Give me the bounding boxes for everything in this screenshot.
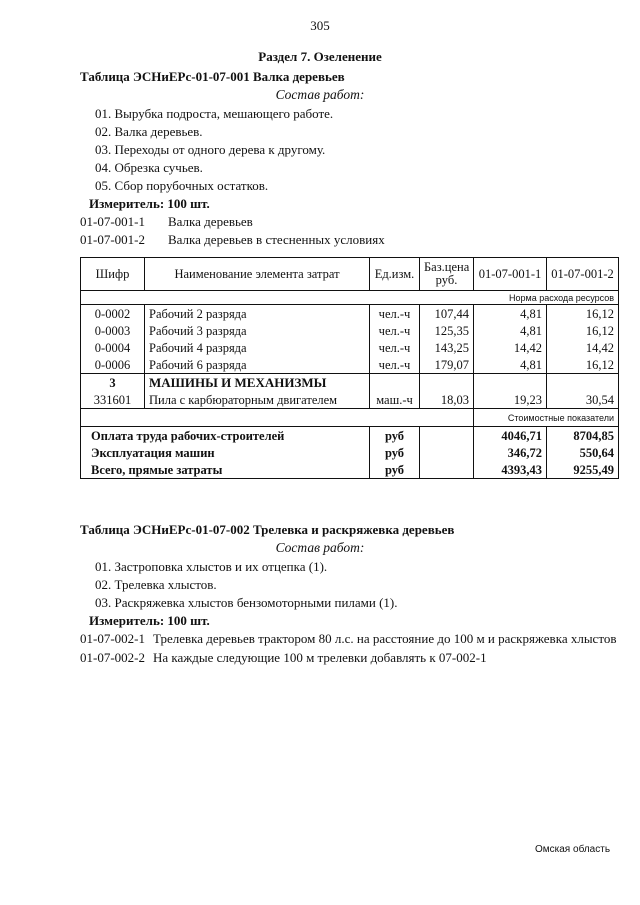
- header-unit: Ед.изм.: [370, 258, 420, 291]
- total-v1: 4393,43: [474, 461, 547, 479]
- norm-label-row: [81, 291, 619, 305]
- machines-group-row: [81, 374, 619, 392]
- empty-cell: [474, 374, 547, 392]
- work-item: 03. Переходы от одного дерева к другому.: [95, 142, 326, 157]
- work-item: 02. Трелевка хлыстов.: [95, 577, 217, 592]
- table2-meter: Измеритель: 100 шт.: [89, 613, 210, 628]
- row-price: 18,03: [420, 391, 474, 409]
- row-code: 0-0003: [81, 322, 145, 339]
- row-price: 107,44: [420, 305, 474, 323]
- code-line: [80, 650, 487, 666]
- table2-title: Таблица ЭСНиЕРс-01-07-002 Трелевка и раскряжевка деревьев: [80, 522, 455, 537]
- footer-region: Омская область: [535, 844, 611, 855]
- row-v1: 4,81: [474, 322, 547, 339]
- header-col1: 01-07-001-1: [474, 258, 547, 291]
- row-price: 125,35: [420, 322, 474, 339]
- total-name: Эксплуатация машин: [81, 444, 370, 461]
- row-unit: чел.-ч: [370, 305, 420, 323]
- total-name: Оплата труда рабочих-строителей: [81, 427, 370, 445]
- code-name: На каждые следующие 100 м трелевки добавлять к 07-002-1: [153, 650, 487, 665]
- header-col2: 01-07-001-2: [547, 258, 619, 291]
- row-v2: 30,54: [547, 391, 619, 409]
- cost-label-row: [81, 409, 619, 427]
- row-name: Рабочий 2 разряда: [145, 305, 370, 323]
- work-item: 01. Вырубка подроста, мешающего работе.: [95, 106, 334, 121]
- group-name: МАШИНЫ И МЕХАНИЗМЫ: [145, 374, 370, 392]
- header-name: Наименование элемента затрат: [145, 258, 370, 291]
- row-v2: 16,12: [547, 305, 619, 323]
- total-unit: руб: [370, 444, 420, 461]
- empty-cell: [420, 444, 474, 461]
- work-item: 03. Раскряжевка хлыстов бензомоторными пилами (1).: [95, 595, 398, 610]
- empty-cell: [370, 374, 420, 392]
- total-v1: 346,72: [474, 444, 547, 461]
- empty-cell: [420, 374, 474, 392]
- table-row: [81, 305, 619, 323]
- row-v1: 4,81: [474, 305, 547, 323]
- code-line: [80, 214, 253, 230]
- code-name: Валка деревьев в стесненных условиях: [168, 232, 385, 247]
- table2-work-heading: Состав работ:: [275, 540, 365, 555]
- total-row: [81, 444, 619, 461]
- row-price: 143,25: [420, 339, 474, 356]
- code-id: 01-07-001-2: [80, 232, 145, 247]
- table-row: [81, 356, 619, 374]
- row-code: 0-0004: [81, 339, 145, 356]
- header-code: Шифр: [81, 258, 145, 291]
- cost-label: Стоимостные показатели: [474, 409, 619, 427]
- row-code: 0-0006: [81, 356, 145, 374]
- row-unit: маш.-ч: [370, 391, 420, 409]
- table-header-row: [81, 258, 619, 291]
- total-v1: 4046,71: [474, 427, 547, 445]
- empty-cell: [420, 427, 474, 445]
- section-title: Раздел 7. Озеленение: [258, 49, 382, 64]
- code-line: [80, 631, 616, 647]
- row-v1: 4,81: [474, 356, 547, 374]
- row-name: Пила с карбюраторным двигателем: [145, 391, 370, 409]
- code-id: 01-07-002-2: [80, 650, 145, 665]
- total-unit: руб: [370, 427, 420, 445]
- row-price: 179,07: [420, 356, 474, 374]
- header-price-line1: Баз.цена: [424, 260, 470, 274]
- table1-title: Таблица ЭСНиЕРс-01-07-001 Валка деревьев: [80, 69, 345, 84]
- row-code: 331601: [81, 391, 145, 409]
- row-v1: 14,42: [474, 339, 547, 356]
- row-v1: 19,23: [474, 391, 547, 409]
- code-id: 01-07-001-1: [80, 214, 145, 229]
- work-item: 05. Сбор порубочных остатков.: [95, 178, 269, 193]
- empty-cell: [81, 409, 474, 427]
- group-code: 3: [81, 374, 145, 392]
- row-name: Рабочий 4 разряда: [145, 339, 370, 356]
- norm-label: Норма расхода ресурсов: [81, 291, 619, 305]
- work-item: 02. Валка деревьев.: [95, 124, 203, 139]
- total-unit: руб: [370, 461, 420, 479]
- code-name: Валка деревьев: [168, 214, 253, 229]
- header-price: [420, 258, 474, 291]
- row-name: Рабочий 3 разряда: [145, 322, 370, 339]
- code-id: 01-07-002-1: [80, 631, 145, 646]
- empty-cell: [547, 374, 619, 392]
- work-item: 04. Обрезка сучьев.: [95, 160, 203, 175]
- total-v2: 550,64: [547, 444, 619, 461]
- row-v2: 14,42: [547, 339, 619, 356]
- work-item: 01. Застроповка хлыстов и их отцепка (1).: [95, 559, 328, 574]
- total-row: [81, 461, 619, 479]
- row-code: 0-0002: [81, 305, 145, 323]
- row-unit: чел.-ч: [370, 356, 420, 374]
- code-line: [80, 232, 385, 248]
- table1-work-heading: Состав работ:: [275, 87, 365, 102]
- total-name: Всего, прямые затраты: [81, 461, 370, 479]
- row-v2: 16,12: [547, 322, 619, 339]
- header-price-line2: руб.: [435, 273, 458, 287]
- row-unit: чел.-ч: [370, 322, 420, 339]
- table-row: [81, 322, 619, 339]
- page-number: 305: [310, 18, 330, 33]
- total-v2: 8704,85: [547, 427, 619, 445]
- row-unit: чел.-ч: [370, 339, 420, 356]
- table-row: [81, 391, 619, 409]
- resource-table: [80, 257, 619, 479]
- code-name: Трелевка деревьев трактором 80 л.с. на расстояние до 100 м и раскряжевка хлыстов: [153, 631, 617, 646]
- table1-meter: Измеритель: 100 шт.: [89, 196, 210, 211]
- row-v2: 16,12: [547, 356, 619, 374]
- table-row: [81, 339, 619, 356]
- row-name: Рабочий 6 разряда: [145, 356, 370, 374]
- empty-cell: [420, 461, 474, 479]
- total-row: [81, 427, 619, 445]
- total-v2: 9255,49: [547, 461, 619, 479]
